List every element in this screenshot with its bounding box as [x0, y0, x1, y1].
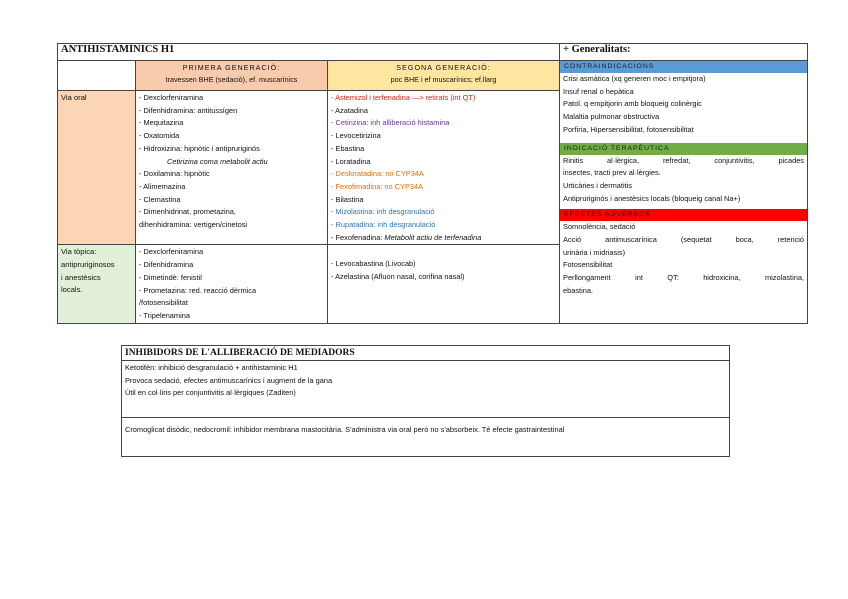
inhibidors-table: [121, 345, 730, 457]
inhibidors-title: INHIBIDORS DE L'ALLIBERACIÓ DE MEDIADORS: [122, 346, 730, 361]
list-item: - Mequitazina: [139, 118, 184, 128]
indicacio-bar: INDICACIÓ TERAPÈUTICA: [560, 143, 807, 155]
list-item: - Astemizol i terfenadina —> retirats (int QT): [331, 93, 476, 102]
list-item: Perllongament int QT: hidroxicina, mizolastina,: [563, 273, 805, 283]
list-item: Malaltia pulmonar obstructiva: [563, 112, 660, 122]
via-topica-line: antipruriginosos: [61, 260, 115, 270]
list-item: dihenhidramina: vertigen/cinetosi: [139, 220, 248, 230]
list-item: - Alimemazina: [139, 181, 186, 191]
contraindicacions-bar: CONTRAINDICACIONS: [560, 61, 807, 73]
list-item: Crisi asmàtica (xq generen moc i empitjora): [563, 74, 706, 83]
via-topica-label: [58, 245, 136, 323]
list-item: - Difenhidramina: [139, 260, 194, 270]
list-item: - Tripelenamina: [139, 310, 190, 320]
efectes-adversos-bar: EFECTES ADVERSOS: [560, 209, 807, 221]
list-item: - Mizolastina: inh desgranulació: [331, 207, 435, 217]
via-oral-label: Via oral: [58, 91, 136, 245]
list-item: - Doxilamina: hipnòtic: [139, 169, 210, 179]
list-item: [331, 232, 556, 245]
list-item: Somnolència, sedació: [563, 222, 636, 232]
list-item: - Dimetindè: fenistil: [139, 272, 202, 282]
list-item: - Oxatomida: [139, 131, 180, 141]
list-item: ebastina.: [563, 285, 594, 295]
text-line: Útil en col·liris per conjuntivitis al·lèrgiques (Zaditen): [125, 388, 296, 397]
text-line: Provoca sedació, efectes antimuscarínics i augment de la gana: [125, 375, 333, 385]
first-gen-title: PRIMERA GENERACIÓ:: [182, 63, 281, 72]
list-item: insectes, tracti prev al·lèrgies.: [563, 168, 661, 178]
list-item: - Levocabastina (Livocab): [331, 259, 416, 269]
list-item: - Levocetirizina: [331, 131, 381, 141]
text-line: Ketotifèn: inhibició desgranulació + antihistaminic H1: [125, 363, 298, 372]
first-generation-header: [136, 61, 328, 91]
list-item: Porfiria, Hipersensibilitat, fotosensibilitat: [563, 124, 694, 134]
via-topica-line: Via tòpica:: [61, 247, 97, 257]
list-item-note: Metabolit actiu de terfenadina: [384, 232, 482, 242]
list-item: Patol. q empitjorin amb bloqueig colinèrgic: [563, 99, 702, 109]
second-gen-title: SEGONA GENERACIÓ:: [396, 63, 491, 72]
list-item: urinària i midriasis): [563, 247, 626, 257]
list-item: - Loratadina: [331, 156, 371, 166]
via-topica-line: locals.: [61, 285, 83, 295]
first-gen-topica-list: [136, 245, 328, 323]
ketotifen-cell: [122, 361, 730, 418]
list-item-text: - Fexofenadina:: [331, 232, 385, 242]
list-item: - Azatadina: [331, 105, 368, 115]
table-title: ANTIHISTAMÍNICS H1: [58, 44, 560, 61]
second-gen-subtitle: poc BHE i ef muscarínics; ef.llarg: [390, 75, 497, 84]
list-item: /fotosensibilitat: [139, 298, 188, 308]
list-item: Acció antimuscarínica (sequetat boca, retenció: [563, 235, 805, 245]
list-item: Antipruriginós i anestèsics locals (bloqueig canal Na+): [563, 193, 741, 203]
list-item: Insuf renal o hepàtica: [563, 86, 634, 96]
list-item: - Cetirizina: inh alliberació histamina: [331, 118, 450, 128]
second-generation-header: [328, 61, 560, 91]
cromoglicat-cell: [122, 418, 730, 457]
via-topica-line: i anestèsics: [61, 272, 101, 282]
antihistaminics-table: [57, 43, 808, 324]
list-item: - Fexofenadina: no CYP34A: [331, 181, 424, 191]
second-gen-oral-list: [328, 91, 560, 245]
list-item: - Dimenhidrinat, prometazina,: [139, 207, 236, 217]
first-gen-oral-list: [136, 91, 328, 245]
list-item: - Prometazina: red. reacció dèrmica: [139, 285, 257, 295]
list-item: - Azelastina (Afluon nasal, corifina nasal): [331, 272, 465, 282]
list-item: - Dexclorfeniramina: [139, 247, 204, 257]
list-item: - Ebastina: [331, 143, 365, 153]
list-item: Cetirizina coma metabolit actiu: [167, 156, 268, 166]
list-item: - Difenhidramina: antitussígen: [139, 105, 238, 115]
list-item: - Rupatadina: inh desgranulació: [331, 220, 436, 230]
list-item: - Dexclorfeniramina: [139, 93, 204, 102]
list-item: Urticàries i dermatitis: [563, 180, 633, 190]
second-gen-topica-list: [328, 245, 560, 323]
text-line: Cromoglicat disòdic, nedocromil: inhibidor membrana mastocitària. S'administra via oral però no s'absorbeix. Té efecte gastraintestinal: [125, 425, 565, 434]
generalitats-title: + Generalitats:: [560, 44, 808, 61]
list-item: - Clemastina: [139, 194, 181, 204]
list-item: Rinitis al·lèrgica, refredat, conjuntivitis, picades: [563, 155, 805, 165]
list-item: - Bilastina: [331, 194, 364, 204]
list-item: - Desloratadina: no CYP34A: [331, 169, 424, 179]
first-gen-subtitle: travessen BHE (sedació), ef. muscarínics: [165, 75, 298, 84]
list-item: - Hidroxizina: hipnòtic i antipruriginós: [139, 143, 260, 153]
list-item: Fotosensibilitat: [563, 260, 613, 270]
generalitats-cell: [560, 61, 808, 324]
empty-header-cell: [58, 61, 136, 91]
